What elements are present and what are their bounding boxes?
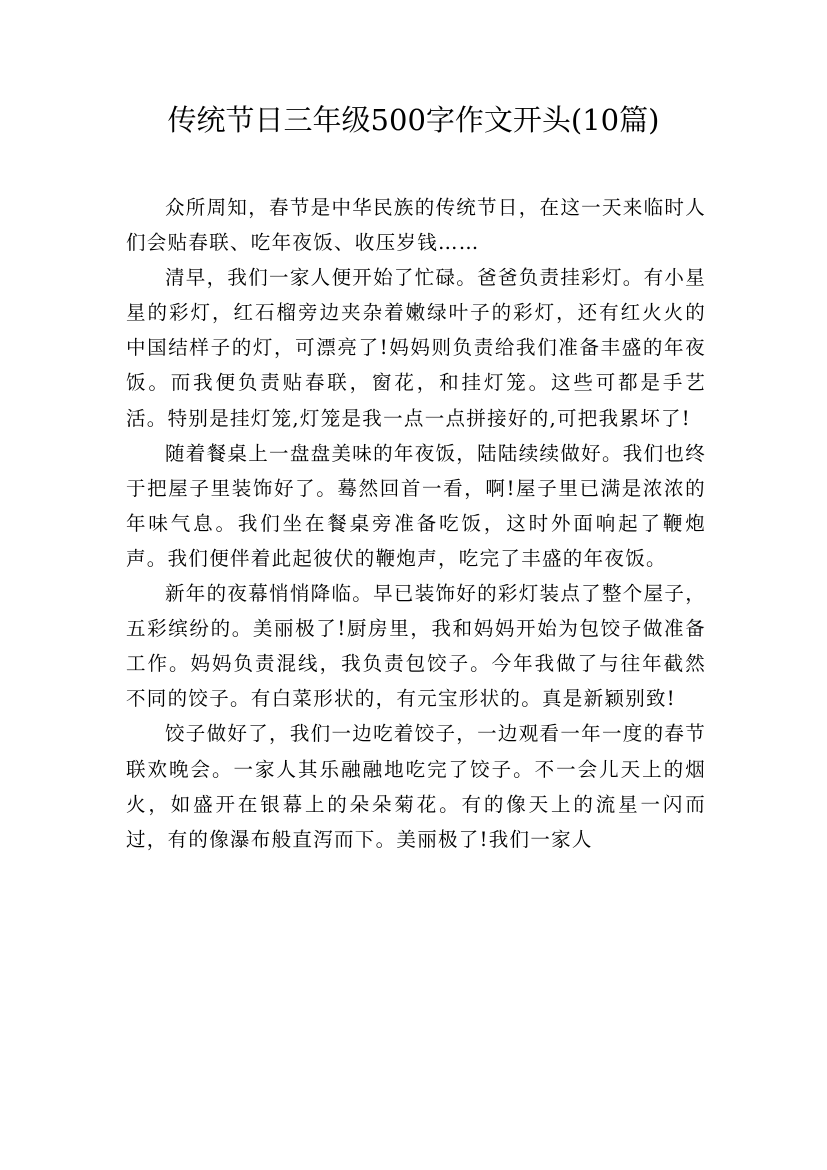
paragraph-2: 清早，我们一家人便开始了忙碌。爸爸负责挂彩灯。有小星星的彩灯，红石榴旁边夹杂着嫩绿叶子的彩灯，还有红火火的中国结样子的灯，可漂亮了!妈妈则负责给我们准备丰盛的年夜饭。而我便负责贴春联，窗花，和挂灯笼。这些可都是手艺活。特别是挂灯笼,灯笼是我一点一点拼接好的,可把我累坏了! bbox=[126, 266, 706, 430]
document-body bbox=[126, 190, 706, 857]
paragraph-1: 众所周知，春节是中华民族的传统节日，在这一天来临时人们会贴春联、吃年夜饭、收压岁钱…… bbox=[126, 196, 706, 255]
paragraph-4: 新年的夜幕悄悄降临。早已装饰好的彩灯装点了整个屋子，五彩缤纷的。美丽极了!厨房里，我和妈妈开始为包饺子做准备工作。妈妈负责混线，我负责包饺子。今年我做了与往年截然不同的饺子。有白菜形状的，有元宝形状的。真是新颖别致! bbox=[126, 582, 706, 711]
paragraph-3: 随着餐桌上一盘盘美味的年夜饭，陆陆续续做好。我们也终于把屋子里装饰好了。蓦然回首一看，啊!屋子里已满是浓浓的年味气息。我们坐在餐桌旁准备吃饭，这时外面响起了鞭炮声。我们便伴着此起彼伏的鞭炮声，吃完了丰盛的年夜饭。 bbox=[126, 441, 706, 570]
paragraph-5: 饺子做好了，我们一边吃着饺子，一边观看一年一度的春节联欢晚会。一家人其乐融融地吃完了饺子。不一会儿天上的烟火，如盛开在银幕上的朵朵菊花。有的像天上的流星一闪而过，有的像瀑布般直泻而下。美丽极了!我们一家人 bbox=[126, 722, 706, 851]
document-title: 传统节日三年级500字作文开头(10篇) bbox=[167, 103, 660, 137]
